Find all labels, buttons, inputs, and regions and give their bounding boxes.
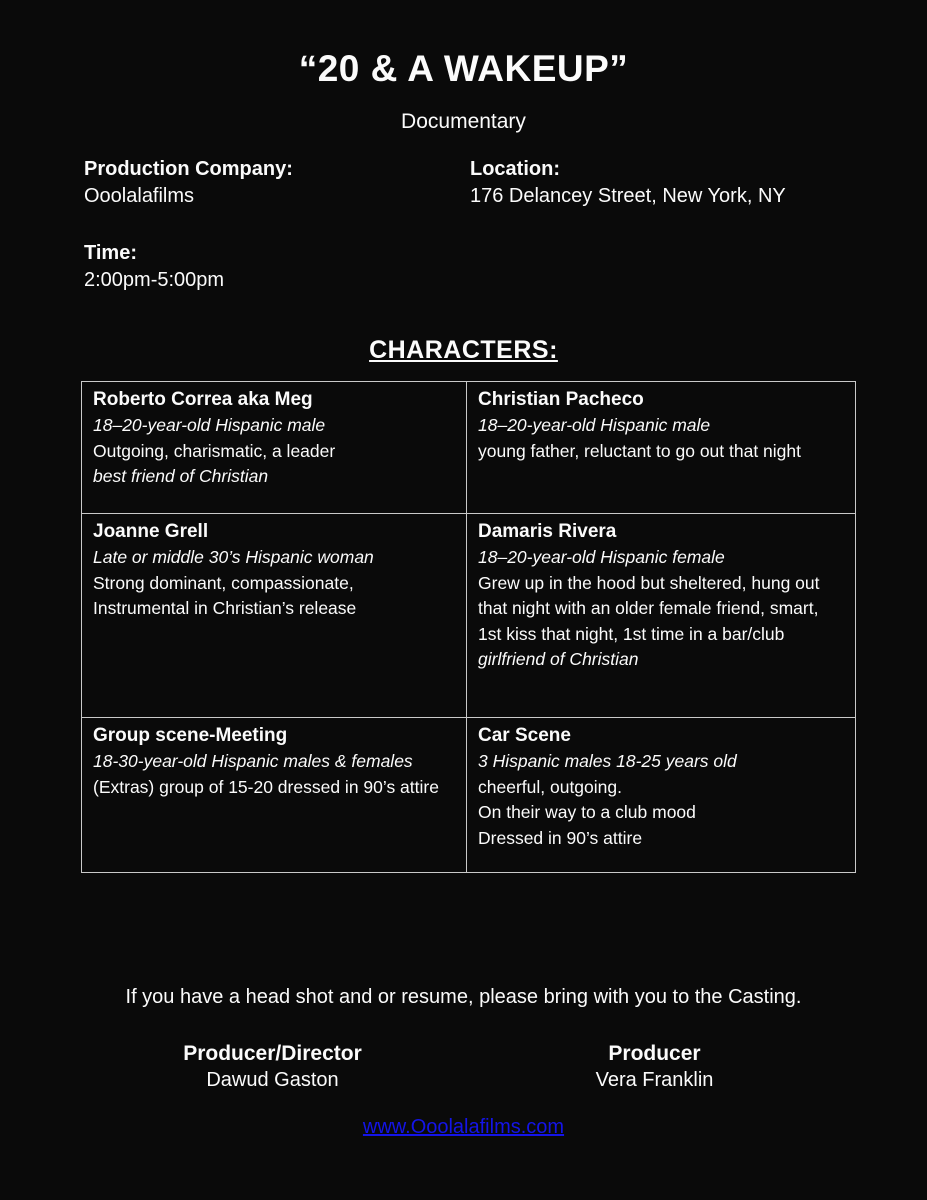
characters-table (81, 381, 856, 873)
character-line: cheerful, outgoing. (478, 776, 622, 797)
headshot-note: If you have a head shot and or resume, please bring with you to the Casting. (125, 986, 802, 1008)
character-line: Grew up in the hood but sheltered, hung out that night with an older female friend, smart, 1st kiss that night, 1st time in a bar/club (478, 572, 820, 644)
character-line: 3 Hispanic males 18-25 years old (478, 751, 737, 771)
character-name: Car Scene (478, 725, 571, 746)
character-name: Christian Pacheco (478, 389, 644, 410)
credit-name: Dawud Gaston (206, 1069, 339, 1091)
production-company-value: Ooolalafilms (84, 185, 195, 207)
website-link-row (0, 1116, 927, 1139)
character-name: Joanne Grell (93, 521, 209, 542)
time-block (84, 240, 224, 294)
character-line: 18–20-year-old Hispanic male (478, 415, 711, 435)
time-value: 2:00pm-5:00pm (84, 269, 225, 291)
character-cell-christian (466, 381, 856, 513)
character-line: Strong dominant, compassionate, (93, 572, 354, 593)
character-cell-damaris (466, 513, 856, 717)
character-line: Dressed in 90’s attire (478, 827, 643, 848)
credits-section (0, 1041, 927, 1093)
page-subtitle: Documentary (401, 110, 526, 133)
character-line: best friend of Christian (93, 466, 269, 486)
character-line: On their way to a club mood (478, 802, 696, 822)
character-line: young father, reluctant to go out that night (478, 440, 802, 461)
character-cell-joanne (81, 513, 466, 717)
credit-producer (495, 1041, 815, 1093)
character-cell-group-scene (81, 717, 466, 872)
character-line: (Extras) group of 15-20 dressed in 90’s attire (93, 776, 439, 797)
character-line: Late or middle 30’s Hispanic woman (93, 547, 374, 567)
characters-heading: CHARACTERS: (369, 336, 558, 364)
character-line: 18–20-year-old Hispanic male (93, 415, 326, 435)
character-cell-roberto (81, 381, 466, 513)
character-line: Outgoing, charismatic, a leader (93, 440, 336, 461)
character-line: 18–20-year-old Hispanic female (478, 547, 725, 567)
credit-role: Producer (608, 1042, 701, 1065)
character-line: 18-30-year-old Hispanic males & females (93, 751, 413, 771)
location-label: Location: (470, 158, 560, 180)
credit-name: Vera Franklin (595, 1069, 714, 1091)
location-block (470, 156, 786, 210)
character-name: Roberto Correa aka Meg (93, 389, 313, 410)
character-line: Instrumental in Christian’s release (93, 598, 357, 618)
credit-producer-director (113, 1041, 433, 1093)
character-name: Damaris Rivera (478, 521, 617, 542)
character-line: girlfriend of Christian (478, 649, 639, 669)
page-title: “20 & A WAKEUP” (298, 48, 629, 89)
character-name: Group scene-Meeting (93, 725, 288, 746)
credit-role: Producer/Director (183, 1042, 362, 1065)
production-company-label: Production Company: (84, 158, 293, 180)
character-cell-car-scene (466, 717, 856, 872)
location-value: 176 Delancey Street, New York, NY (470, 185, 786, 207)
website-link[interactable]: www.Ooolalafilms.com (362, 1116, 565, 1138)
production-company-block (84, 156, 293, 210)
time-label: Time: (84, 242, 137, 264)
